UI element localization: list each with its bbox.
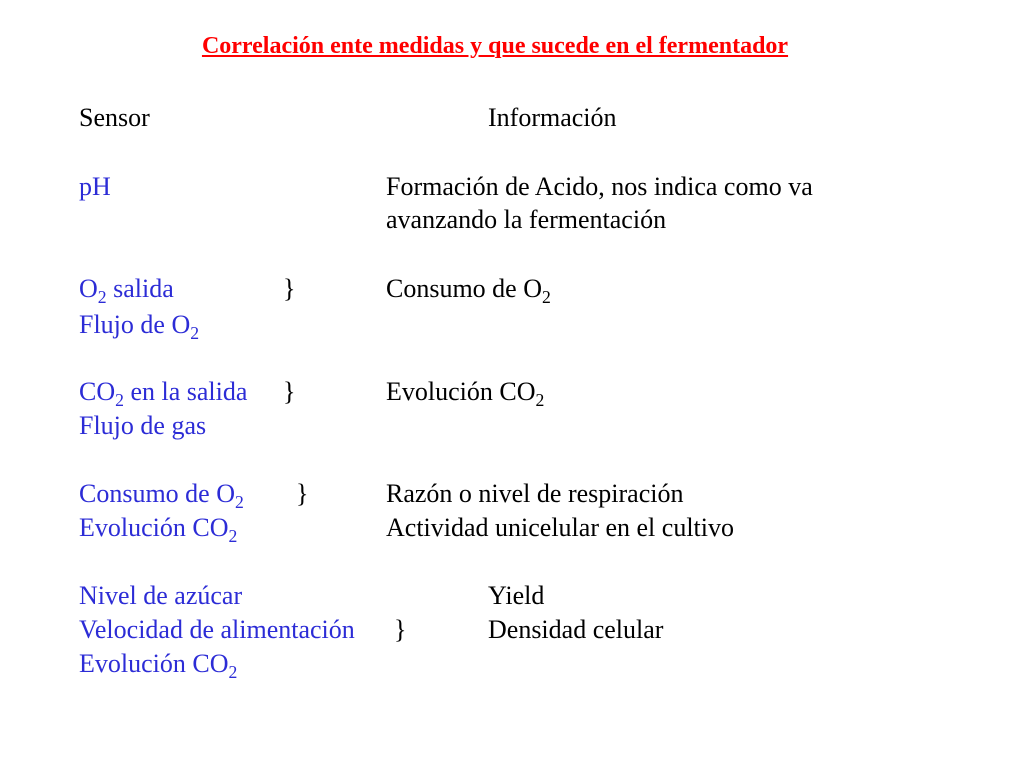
co2-evolution-sensor-2: Evolución $CO_2$ xyxy=(79,649,238,683)
sugar-level-sensor: Nivel de azúcar xyxy=(79,581,243,610)
sensor-header: Sensor xyxy=(79,103,150,132)
o2-consumption-sensor: Consumo de $O_2$ xyxy=(79,479,244,513)
ph-info-line1: Formación de Acido, nos indica como va xyxy=(386,172,813,201)
o2-info: Consumo de $O_2$ xyxy=(386,274,551,308)
respiration-info-line2: Actividad unicelular en el cultivo xyxy=(386,513,734,542)
o2-flow-sensor: Flujo de $O_2$ xyxy=(79,310,200,344)
co2-info: Evolución $CO_2$ xyxy=(386,377,545,411)
co2-evolution-sensor: Evolución $CO_2$ xyxy=(79,513,238,547)
info-header: Información xyxy=(488,103,617,132)
respiration-info-line1: Razón o nivel de respiración xyxy=(386,479,684,508)
ph-info-line2: avanzando la fermentación xyxy=(386,205,667,234)
yield-brace: } xyxy=(394,615,407,644)
co2-outlet-sensor: $CO_2$ en la salida xyxy=(79,377,248,411)
o2-outlet-sensor: $O_2$ salida xyxy=(79,274,174,308)
feed-rate-sensor: Velocidad de alimentación xyxy=(79,615,355,644)
yield-info-line2: Densidad celular xyxy=(488,615,664,644)
gas-flow-sensor: Flujo de gas xyxy=(79,411,207,440)
ph-sensor: pH xyxy=(79,172,111,201)
o2-brace: } xyxy=(283,274,296,303)
respiration-brace: } xyxy=(296,479,309,508)
slide-title: Correlación ente medidas y que sucede en el fermentador xyxy=(201,33,789,59)
co2-brace: } xyxy=(283,377,296,406)
yield-info-line1: Yield xyxy=(488,581,545,610)
